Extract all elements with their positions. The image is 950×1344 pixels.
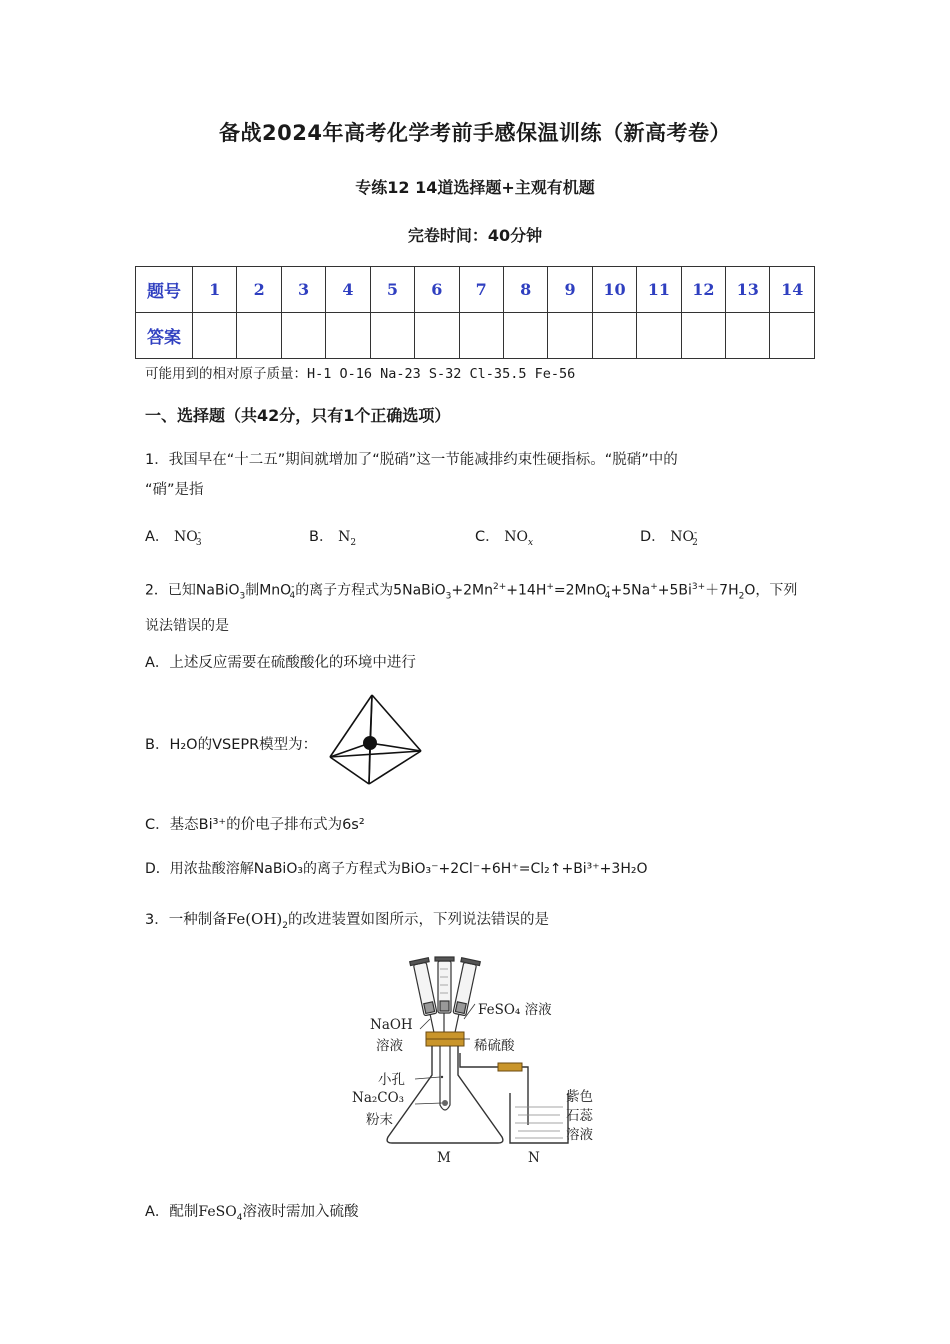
q1-option-a[interactable] <box>145 525 202 548</box>
q2-option-d[interactable]: D．用浓盐酸溶解NaBiO₃的离子方程式为BiO₃⁻+2Cl⁻+6H⁺=Cl₂↑+Bi³⁺+3H₂O <box>145 861 648 877</box>
option-label: B． <box>309 529 334 545</box>
atomic-masses: 可能用到的相对原子质量：H-1 O-16 Na-23 S-32 Cl-35.5 Fe-56 <box>145 366 576 382</box>
answer-cell[interactable] <box>726 313 770 359</box>
label-n: N <box>528 1150 540 1166</box>
question-1-stem <box>145 445 815 505</box>
question-number: 14 <box>770 267 815 313</box>
tetrahedron-vsepr-diagram <box>327 692 423 788</box>
option-label: D． <box>640 529 666 545</box>
question-number: 4 <box>326 267 370 313</box>
answer-cell[interactable] <box>326 313 370 359</box>
q1-option-b[interactable] <box>309 525 356 548</box>
label-purple: 紫色 <box>566 1089 593 1105</box>
label-naoh-solution: 溶液 <box>376 1038 403 1054</box>
question-2-line1: 2．已知NaBiO$_3$制MnO-$_4$的离子方程式为$5NaBiO_3+2Mn^{2+}+14H^+=2MnO^-_4+5Na^++5Bi^{3+}+7H_2O$，下列 <box>145 582 798 602</box>
question-1-line2: “硝”是指 <box>145 482 204 498</box>
option-label: A． <box>145 529 170 545</box>
answer-cell[interactable] <box>370 313 414 359</box>
label-m: M <box>437 1150 451 1166</box>
option-formula: $N_2$ <box>338 529 357 548</box>
q2-option-b[interactable]: B．H₂O的VSEPR模型为： <box>145 737 318 753</box>
answer-cell[interactable] <box>503 313 547 359</box>
answer-cell[interactable] <box>681 313 725 359</box>
q2-option-c[interactable]: C．基态Bi³⁺的价电子排布式为6s² <box>145 817 365 833</box>
q3-option-a[interactable]: A．配制FeSO$_4$溶液时需加入硫酸 <box>145 1204 359 1223</box>
label-solution: 溶液 <box>566 1127 593 1143</box>
label-small-hole: 小孔 <box>378 1072 405 1088</box>
answer-cell[interactable] <box>193 313 237 359</box>
q1-option-d[interactable] <box>640 525 698 548</box>
question-number: 10 <box>592 267 636 313</box>
question-number: 12 <box>681 267 725 313</box>
question-number: 2 <box>237 267 281 313</box>
question-number: 11 <box>637 267 681 313</box>
time-limit: 完卷时间：40分钟 <box>407 226 543 245</box>
question-number: 3 <box>281 267 325 313</box>
question-number: 7 <box>459 267 503 313</box>
option-formula: $NO^-_3$ <box>174 528 202 548</box>
row-label-answer: 答案 <box>136 313 193 359</box>
answer-cell[interactable] <box>592 313 636 359</box>
question-number: 13 <box>726 267 770 313</box>
answer-cell[interactable] <box>415 313 459 359</box>
label-naoh: NaOH <box>370 1017 413 1033</box>
section-heading: 一、选择题（共42分，只有1个正确选项） <box>145 406 451 425</box>
question-2-line2: 说法错误的是 <box>145 618 229 635</box>
answer-cell[interactable] <box>237 313 281 359</box>
page-subtitle: 专练12 14道选择题+主观有机题 <box>355 178 595 197</box>
question-number: 8 <box>503 267 547 313</box>
question-number: 5 <box>370 267 414 313</box>
question-number: 9 <box>548 267 592 313</box>
question-2-stem <box>145 572 815 641</box>
question-1-line1: 1．我国早在“十二五”期间就增加了“脱硝”这一节能减排约束性硬指标。“脱硝”中的 <box>145 452 678 468</box>
q1-option-c[interactable] <box>475 525 533 548</box>
answer-table-answer-row <box>136 313 815 359</box>
row-label-number: 题号 <box>136 267 193 313</box>
option-formula: $NO_x$ <box>504 529 534 548</box>
q2-option-a[interactable]: A．上述反应需要在硫酸酸化的环境中进行 <box>145 655 416 671</box>
label-na2co3: Na₂CO₃ <box>352 1090 405 1106</box>
label-litmus: 石蕊 <box>566 1108 593 1124</box>
central-atom-icon <box>363 736 377 750</box>
answer-cell[interactable] <box>281 313 325 359</box>
option-formula: $NO^-_2$ <box>670 528 698 548</box>
answer-cell[interactable] <box>770 313 815 359</box>
answer-table-number-row <box>136 267 815 313</box>
label-feso4: FeSO₄ 溶液 <box>478 1002 552 1018</box>
answer-cell[interactable] <box>459 313 503 359</box>
option-label: C． <box>475 529 500 545</box>
question-number: 6 <box>415 267 459 313</box>
question-3-stem: 3．一种制备$Fe(OH)_2$的改进装置如图所示，下列说法错误的是 <box>145 910 550 931</box>
answer-cell[interactable] <box>548 313 592 359</box>
page-title: 备战2024年高考化学考前手感保温训练（新高考卷） <box>219 121 731 145</box>
label-powder: 粉末 <box>366 1112 393 1128</box>
label-dilute-acid: 稀硫酸 <box>474 1038 515 1054</box>
answer-table <box>135 266 815 359</box>
question-number: 1 <box>193 267 237 313</box>
answer-cell[interactable] <box>637 313 681 359</box>
